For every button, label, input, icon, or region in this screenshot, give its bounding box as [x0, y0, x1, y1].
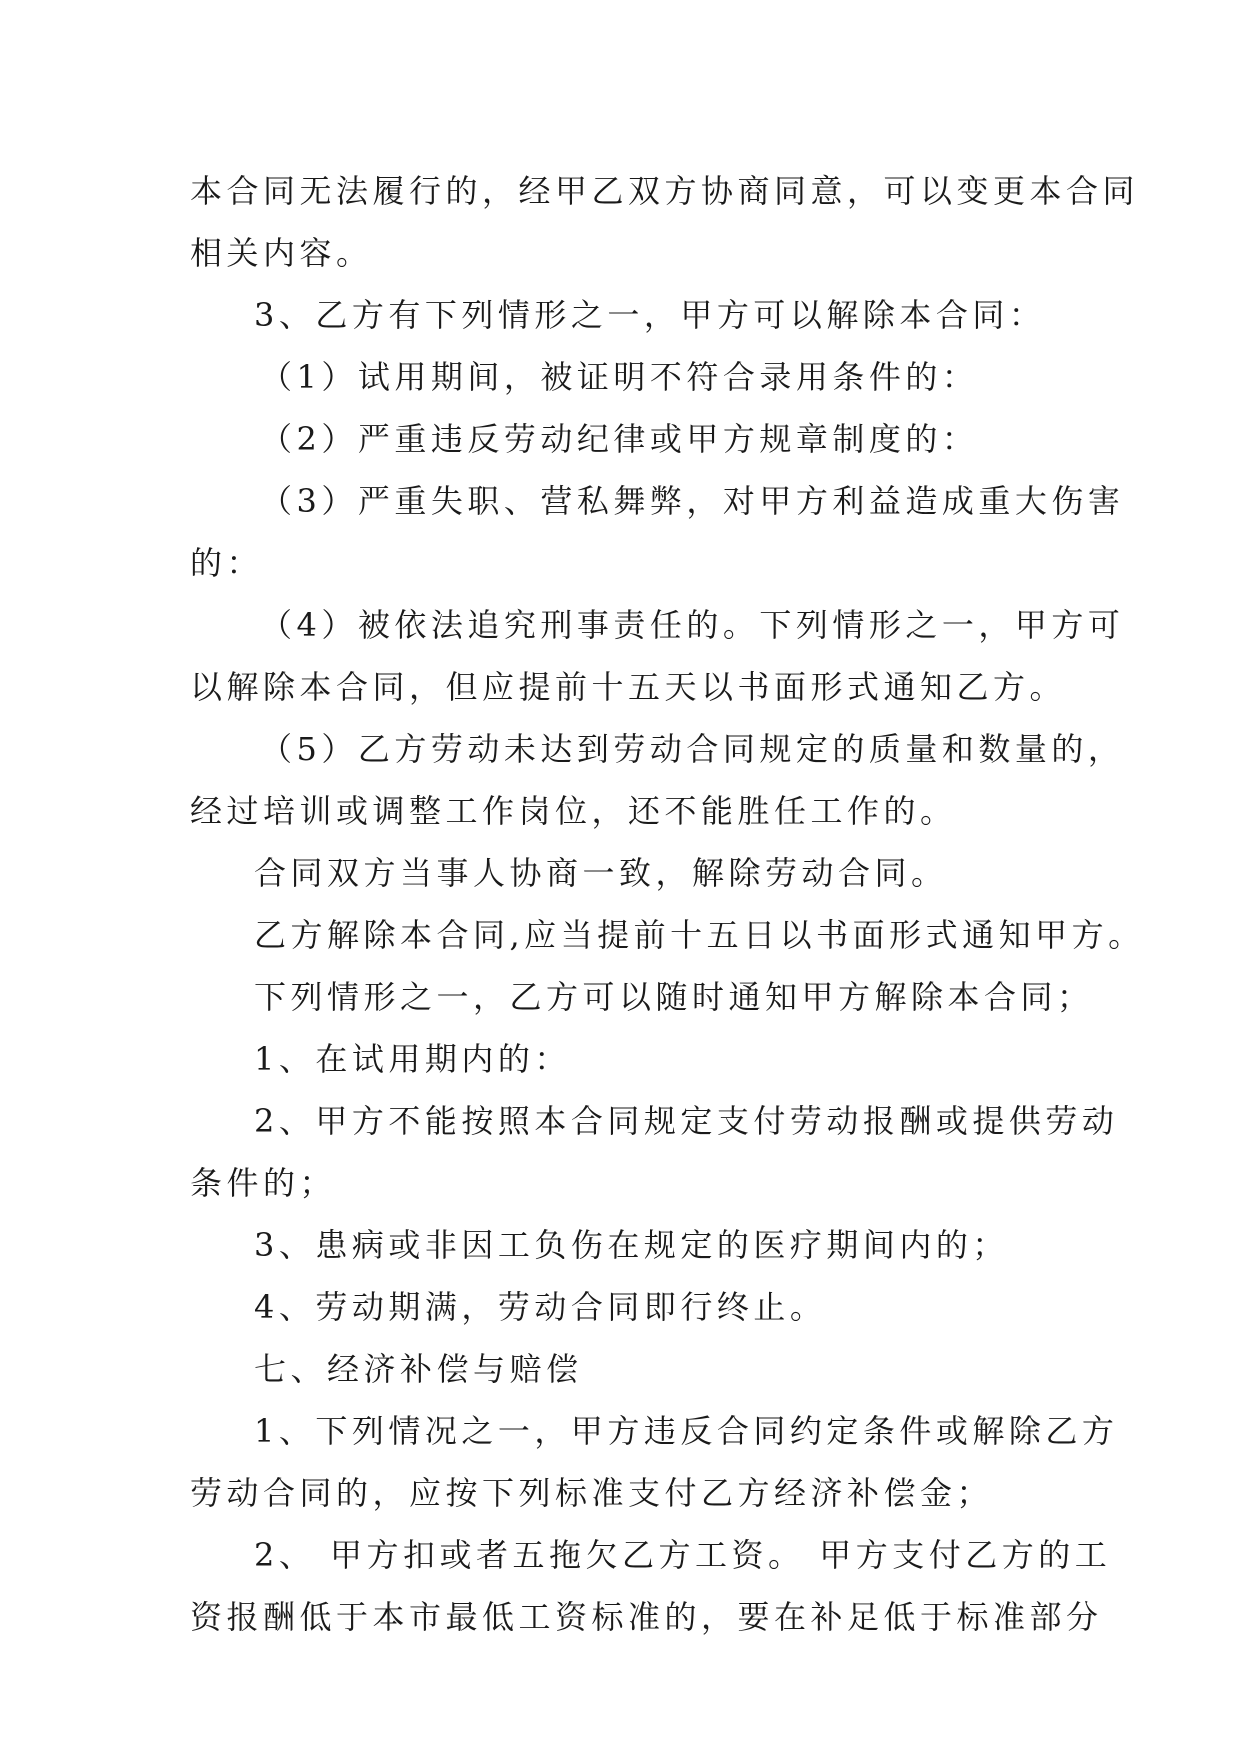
document-page	[190, 160, 1145, 1648]
text-line: 乙方解除本合同,应当提前十五日以书面形式通知甲方。	[254, 916, 1145, 954]
text-line: 条件的；	[190, 1164, 337, 1202]
text-line: 合同双方当事人协商一致，解除劳动合同。	[254, 854, 948, 892]
text-line: 相关内容。	[190, 234, 373, 272]
text-line: 以解除本合同，但应提前十五天以书面形式通知乙方。	[190, 668, 1067, 706]
text-line: 本合同无法履行的，经甲乙双方协商同意，可以变更本合同	[190, 172, 1140, 210]
text-line: 3、乙方有下列情形之一，甲方可以解除本合同：	[254, 296, 1046, 334]
section-heading: 七、经济补偿与赔偿	[254, 1350, 583, 1388]
text-line: 的：	[190, 544, 264, 582]
text-line: （1）试用期间，被证明不符合录用条件的：	[260, 358, 979, 396]
text-line: 1、在试用期内的：	[254, 1040, 571, 1078]
text-line: （5）乙方劳动未达到劳动合同规定的质量和数量的，	[260, 730, 1125, 768]
text-line: 下列情形之一，乙方可以随时通知甲方解除本合同；	[254, 978, 1094, 1016]
text-line: 劳动合同的，应按下列标准支付乙方经济补偿金；	[190, 1474, 994, 1512]
text-line: 经过培训或调整工作岗位，还不能胜任工作的。	[190, 792, 957, 830]
text-line: 1、下列情况之一，甲方违反合同约定条件或解除乙方	[254, 1412, 1119, 1450]
text-line: 4、劳动期满，劳动合同即行终止。	[254, 1288, 827, 1326]
text-line: （2）严重违反劳动纪律或甲方规章制度的：	[260, 420, 979, 458]
text-line: 2、 甲方扣或者五拖欠乙方工资。 甲方支付乙方的工	[254, 1536, 1112, 1574]
text-line: 资报酬低于本市最低工资标准的，要在补足低于标准部分	[190, 1598, 1103, 1636]
text-line: 3、患病或非因工负伤在规定的医疗期间内的；	[254, 1226, 1009, 1264]
text-line: 2、甲方不能按照本合同规定支付劳动报酬或提供劳动	[254, 1102, 1119, 1140]
text-line: （3）严重失职、营私舞弊，对甲方利益造成重大伤害	[260, 482, 1125, 520]
text-line: （4）被依法追究刑事责任的。下列情形之一，甲方可	[260, 606, 1125, 644]
